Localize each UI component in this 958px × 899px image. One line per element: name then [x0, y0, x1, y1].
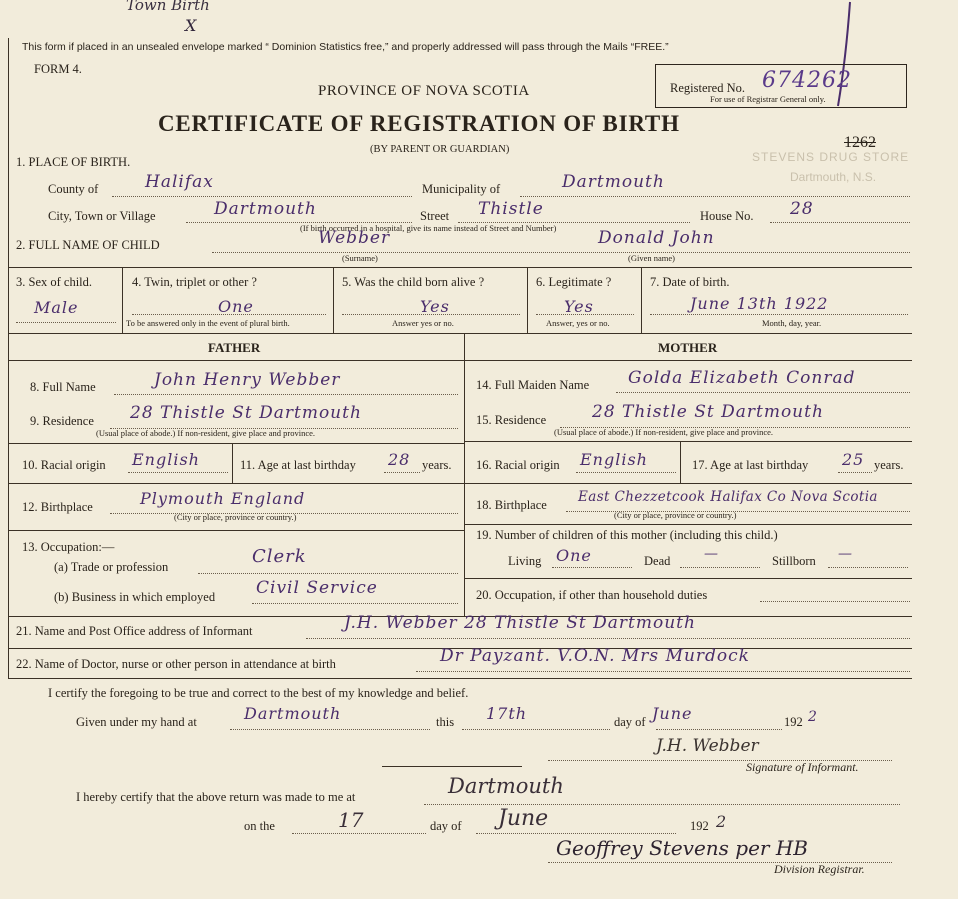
informant-value: J.H. Webber 28 Thistle St Dartmouth	[344, 613, 696, 633]
stillborn-line	[828, 567, 908, 568]
alive-label: 5. Was the child born alive ?	[342, 275, 485, 289]
row3-div-4	[641, 267, 642, 333]
father-rule-1	[8, 443, 464, 444]
month-value: June	[652, 704, 693, 723]
children-label: 19. Number of children of this mother (including this child.)	[476, 528, 778, 542]
stillborn-label: Stillborn	[772, 554, 816, 568]
father-rule-2	[8, 483, 464, 484]
doctor-label: 22. Name of Doctor, nurse or other person in attendance at birth	[16, 657, 336, 671]
father-racial-line	[128, 472, 228, 473]
registrar-caption: Division Registrar.	[774, 862, 865, 876]
mother-racial-label: 16. Racial origin	[476, 458, 560, 472]
mother-birthplace-note: (City or place, province or country.)	[614, 510, 737, 520]
father-age-value: 28	[388, 450, 411, 469]
year-suffix: 2	[808, 709, 818, 725]
mother-res-value: 28 Thistle St Dartmouth	[592, 402, 824, 422]
page-title: CERTIFICATE OF REGISTRATION OF BIRTH	[158, 111, 680, 136]
alive-value: Yes	[420, 297, 450, 316]
sex-line	[16, 322, 116, 323]
stillborn-value: —	[838, 546, 853, 562]
mother-occ-label: 20. Occupation, if other than household duties	[476, 588, 708, 602]
city-label: City, Town or Village	[48, 209, 156, 223]
dead-value: —	[704, 546, 719, 562]
hospital-note: (If birth occurred in a hospital, give its name instead of Street and Number)	[300, 223, 557, 233]
mother-name-line	[616, 392, 910, 393]
legit-label: 6. Legitimate ?	[536, 275, 612, 289]
row3-bottom-rule	[8, 333, 912, 334]
father-age-line	[384, 472, 420, 473]
house-line	[770, 222, 910, 223]
child-surname: Webber	[318, 228, 391, 248]
father-res-note: (Usual place of abode.) If non-resident, give place and province.	[96, 428, 316, 438]
house-label: House No.	[700, 209, 754, 223]
father-rule-3	[8, 530, 464, 531]
registrar-year-suffix: 2	[716, 812, 727, 831]
mother-racial-value: English	[580, 450, 648, 469]
mother-heading: MOTHER	[658, 340, 718, 355]
doctor-bottom-rule	[8, 678, 912, 679]
date-label: 7. Date of birth.	[650, 275, 730, 289]
father-res-value: 28 Thistle St Dartmouth	[130, 403, 362, 423]
this-label: this	[436, 715, 455, 729]
month-line	[656, 729, 782, 730]
living-label: Living	[508, 554, 542, 568]
father-age-label: 11. Age at last birthday	[240, 458, 356, 472]
living-line	[552, 567, 632, 568]
street-value: Thistle	[478, 199, 544, 219]
subtitle: (BY PARENT OR GUARDIAN)	[370, 144, 510, 155]
registrar-month: June	[498, 806, 549, 831]
registrar-statement: I hereby certify that the above return was made to me at	[76, 790, 356, 804]
given-place: Dartmouth	[244, 704, 342, 723]
day-line	[462, 729, 610, 730]
mother-rule-2	[464, 483, 912, 484]
father-racial-value: English	[132, 450, 200, 469]
registrar-month-line	[476, 833, 676, 834]
living-value: One	[556, 546, 592, 565]
given-place-line	[230, 729, 430, 730]
father-birthplace-label: 12. Birthplace	[22, 500, 93, 514]
registrar-day-label: day of	[430, 819, 462, 833]
legit-value: Yes	[564, 297, 594, 316]
father-name-line	[114, 394, 458, 395]
certify-statement: I certify the foregoing to be true and correct to the best of my knowledge and belief.	[48, 686, 469, 700]
mother-res-label: 15. Residence	[476, 413, 547, 427]
registered-value: 674262	[762, 68, 852, 93]
center-divider	[464, 333, 465, 617]
year-prefix: 192	[784, 715, 803, 729]
mother-age-divider	[680, 441, 681, 483]
row3-div-3	[527, 267, 528, 333]
mother-rule-3	[464, 524, 912, 525]
corner-number: 1262	[844, 134, 876, 151]
given-caption: (Given name)	[628, 253, 675, 263]
informant-signature: J.H. Webber	[656, 736, 759, 756]
father-res-label: 9. Residence	[30, 414, 94, 428]
mother-occ-line	[760, 601, 910, 602]
registrar-note: For use of Registrar General only.	[710, 94, 826, 104]
registered-label: Registered No.	[670, 81, 745, 95]
mother-rule-4	[464, 578, 912, 579]
form-number: FORM 4.	[34, 62, 82, 76]
municipality-line	[520, 196, 910, 197]
municipality-value: Dartmouth	[562, 172, 665, 192]
date-value: June 13th 1922	[690, 294, 829, 313]
mother-birthplace-value: East Chezzetcook Halifax Co Nova Scotia	[578, 489, 878, 505]
mother-rule-1	[464, 441, 912, 442]
mother-res-note: (Usual place of abode.) If non-resident, give place and province.	[554, 427, 774, 437]
mother-name-label: 14. Full Maiden Name	[476, 378, 590, 392]
row3-div-1	[122, 267, 123, 333]
surname-caption: (Surname)	[342, 253, 378, 263]
father-heading: FATHER	[208, 340, 261, 355]
child-given: Donald John	[598, 228, 715, 248]
x-mark: X	[185, 16, 197, 35]
father-name-value: John Henry Webber	[154, 370, 341, 390]
trade-label: (a) Trade or profession	[54, 560, 169, 574]
legit-note: Answer, yes or no.	[546, 318, 610, 328]
city-value: Dartmouth	[214, 199, 317, 219]
dead-label: Dead	[644, 554, 671, 568]
registrar-place-line	[424, 804, 900, 805]
father-birthplace-value: Plymouth England	[140, 489, 306, 508]
house-value: 28	[790, 199, 814, 219]
given-label: Given under my hand at	[76, 715, 197, 729]
informant-label: 21. Name and Post Office address of Informant	[16, 624, 253, 638]
twin-label: 4. Twin, triplet or other ?	[132, 275, 257, 289]
ghost-line-1: STEVENS DRUG STORE	[752, 150, 910, 164]
mother-age-line	[838, 472, 872, 473]
father-occ-label: 13. Occupation:—	[22, 540, 115, 554]
sex-label: 3. Sex of child.	[16, 275, 93, 289]
trade-value: Clerk	[252, 546, 307, 567]
informant-line	[306, 638, 910, 639]
child-name-label: 2. FULL NAME OF CHILD	[16, 238, 160, 252]
street-label: Street	[420, 209, 450, 223]
mother-birthplace-label: 18. Birthplace	[476, 498, 547, 512]
alive-note: Answer yes or no.	[392, 318, 454, 328]
registrar-place: Dartmouth	[448, 774, 564, 798]
father-racial-label: 10. Racial origin	[22, 458, 106, 472]
twin-note: To be answered only in the event of plural birth.	[126, 318, 290, 328]
place-heading: 1. PLACE OF BIRTH.	[16, 155, 131, 169]
doctor-value: Dr Payzant. V.O.N. Mrs Murdock	[440, 646, 750, 666]
municipality-label: Municipality of	[422, 182, 501, 196]
twin-value: One	[218, 297, 254, 316]
on-label: on the	[244, 819, 275, 833]
mother-age-unit: years.	[874, 458, 904, 472]
registrar-year-prefix: 192	[690, 819, 709, 833]
mail-notice: This form if placed in an unsealed envelope marked “ Dominion Statistics free,” and properly addressed will pass through the Mails “FREE.”	[22, 41, 669, 53]
father-age-unit: years.	[422, 458, 452, 472]
date-line	[650, 314, 908, 315]
registrar-day: 17	[338, 808, 364, 832]
mother-name-value: Golda Elizabeth Conrad	[628, 368, 856, 388]
left-border	[8, 38, 9, 678]
ghost-line-2: Dartmouth, N.S.	[790, 170, 877, 184]
child-name-line	[212, 252, 910, 253]
signature-caption: Signature of Informant.	[746, 760, 859, 774]
separator-rule	[382, 766, 522, 767]
mother-racial-line	[576, 472, 676, 473]
father-birthplace-note: (City or place, province or country.)	[174, 512, 297, 522]
trade-line	[198, 573, 458, 574]
heading-rule	[8, 360, 912, 361]
row3-div-2	[333, 267, 334, 333]
top-note: Town Birth	[126, 0, 210, 14]
mother-age-label: 17. Age at last birthday	[692, 458, 809, 472]
day-label: day of	[614, 715, 646, 729]
dead-line	[680, 567, 760, 568]
father-age-divider	[232, 443, 233, 483]
father-name-label: 8. Full Name	[30, 380, 96, 394]
county-value: Halifax	[145, 172, 214, 192]
registrar-signature: Geoffrey Stevens per HB	[556, 836, 808, 860]
business-label: (b) Business in which employed	[54, 590, 216, 604]
doctor-line	[416, 671, 910, 672]
mother-age-value: 25	[842, 450, 865, 469]
county-line	[112, 196, 412, 197]
business-line	[252, 603, 458, 604]
county-label: County of	[48, 182, 99, 196]
day-value: 17th	[486, 704, 528, 723]
row3-top-rule	[8, 267, 912, 268]
registrar-day-line	[292, 833, 426, 834]
province-heading: PROVINCE OF NOVA SCOTIA	[318, 83, 530, 99]
business-value: Civil Service	[256, 578, 378, 598]
date-note: Month, day, year.	[762, 318, 822, 328]
sex-value: Male	[34, 298, 79, 317]
